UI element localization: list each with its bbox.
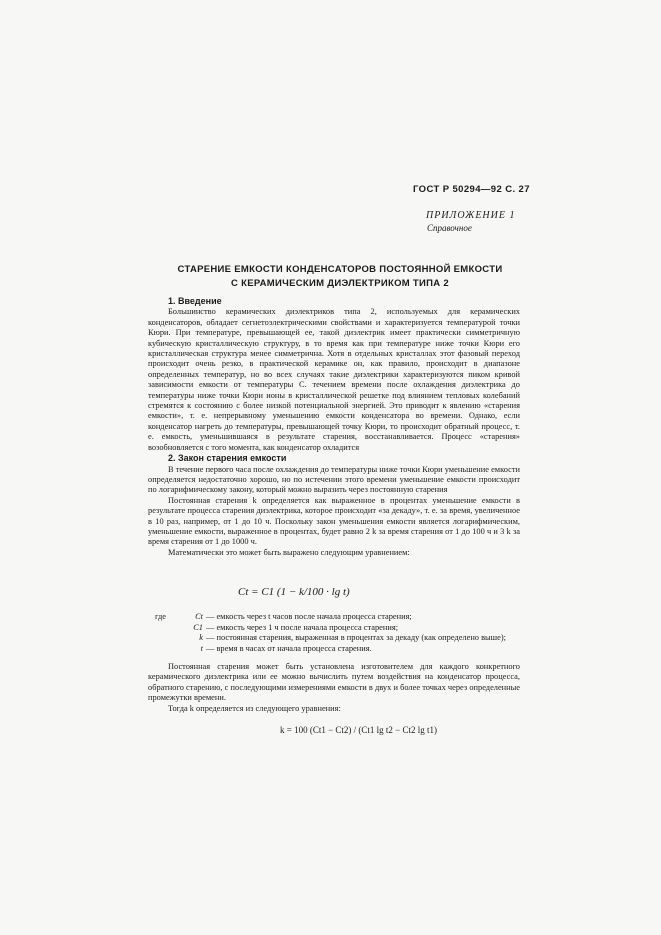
definition-row: t — время в часах от начала процесса старения. [200,643,372,653]
formula-aging-constant: k = 100 (Ct1 − Ct2) / (Ct1 lg t2 − Ct2 lg t1) [280,725,437,735]
section-2-continued [148,662,520,714]
formula-aging: Ct = C1 (1 − k/100 · lg t) [238,586,350,598]
section-1-paragraph: Большинство керамических диэлектриков типа 2, используемых для керамических конденсаторов, обладает сегнетоэлектрическими свойствами и характеризуется температурой точки Кюри. При температуре, превышающей ее, такой диэлектрик имеет практически симметричную кубическую кристаллическую структуру, в то время как при температуре ниже точки Кюри его кристаллическая структура менее симметрична. Хотя в отдельных кристаллах этот фазовый переход происходит очень резко, в практической керамике он, как правило, происходит в диапазоне определенных температур, но во всех случаях такие диэлектрики характеризуются пиком кривой зависимости емкости от температуры С. течением времени после охлаждения диэлектрика до температуры ниже точки Кюри ионы в кристаллической решетке под влиянием тепловых колебаний стремятся к состоянию с более низкой потенциальной энергией. Это приводит к явлению «старения емкости», т. е. непрерывному уменьшению емкости конденсатора во времени. Однако, если конденсатор нагреть до температуры, превышающей точку Кюри, то происходит обратный процесс, т. е. емкость, уменьшившаяся в результате старения, восстанавливается. Процесс «старения» возобновляется с того момента, как конденсатор охладится [148,307,520,452]
definition-row: C1 — емкость через 1 ч после начала процесса старения; [193,622,399,632]
definition-row: где Ct — емкость через t часов после начала процесса старения; [155,612,412,621]
section-2-paragraph-4: Постоянная старения может быть установлена изготовителем для каждого конкретного керамического диэлектрика или ее можно вычислить путем воздействия на конденсатор процесса, обратного старению, с последующими измерениями емкости в двух и более точках через определенные промежутки времени. [148,662,520,703]
section-2-title: 2. Закон старения емкости [168,453,287,464]
section-1-title: 1. Введение [168,296,222,306]
formula-definitions [155,612,535,654]
appendix-title: ПРИЛОЖЕНИЕ 1 [426,210,516,221]
section-2-paragraph-3: Математически это может быть выражено следующим уравнением: [168,547,410,557]
section-1 [148,296,520,558]
section-2-paragraph-2: Постоянная старения k определяется как выраженное в процентах уменьшение емкости в результате процесса старения диэлектрика, которое происходит «за декаду», т. е. за время, увеличенное в 10 раз, например, от 1 до 10 ч. Поскольку закон уменьшения емкости является логарифмическим, уменьшение емкости, выраженное в процентах, будет равно 2 k за время старения от 1 до 100 ч и 3 k за время старения от 1 до 1000 ч. [148,495,520,547]
section-2-paragraph-1: В течение первого часа после охлаждения до температуры ниже точки Кюри уменьшение емкости определяется недостаточно хорошо, но по истечении этого времени уменьшение емкости происходит по логарифмическому закону, который можно выразить через постоянную старения [148,464,520,495]
doc-title-line2: С КЕРАМИЧЕСКИМ ДИЭЛЕКТРИКОМ ТИПА 2 [231,278,449,289]
doc-title-line1: СТАРЕНИЕ ЕМКОСТИ КОНДЕНСАТОРОВ ПОСТОЯННОЙ ЕМКОСТИ [177,264,503,275]
definition-row: k — постоянная старения, выраженная в процентах за декаду (как определено выше); [199,633,506,642]
appendix-subtitle: Справочное [427,223,472,233]
page-header: ГОСТ Р 50294—92 С. 27 [413,184,530,195]
section-2-paragraph-5: Тогда k определяется из следующего уравнения: [168,703,341,713]
